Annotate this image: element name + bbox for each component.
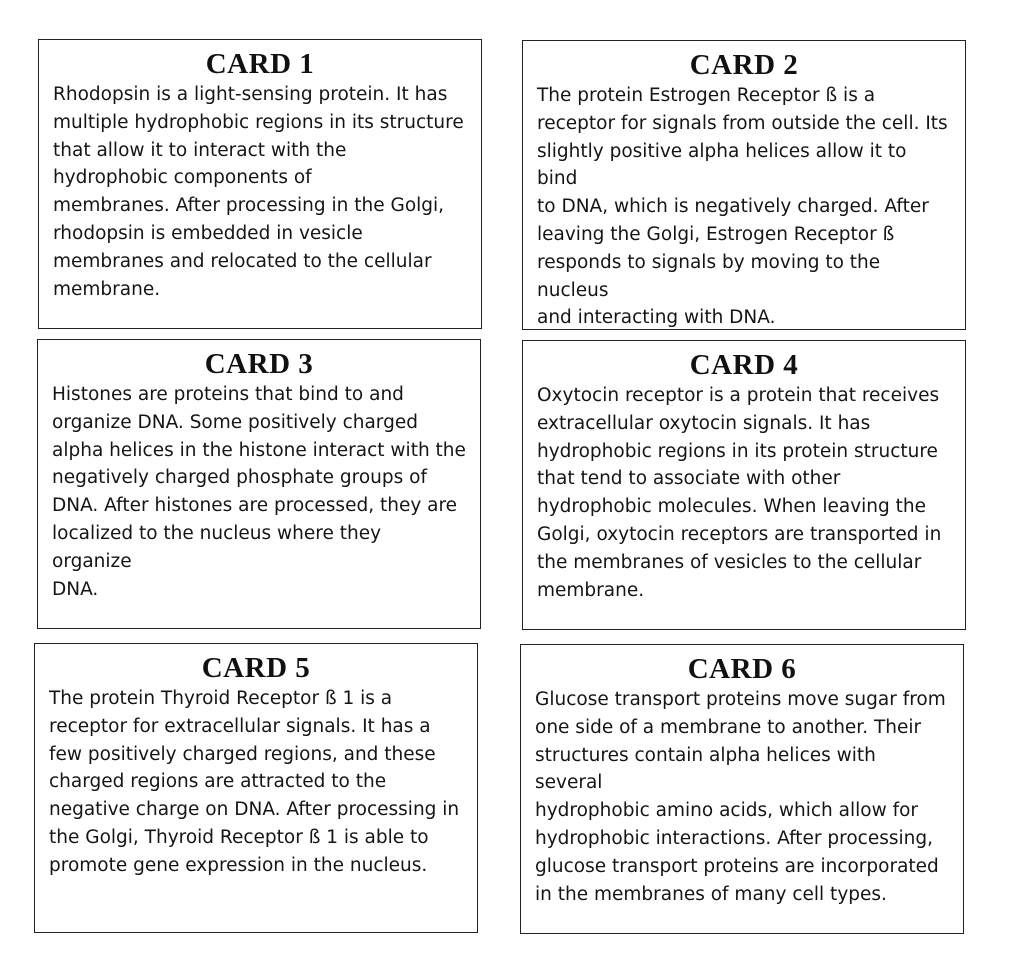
card-4 <box>522 340 966 630</box>
card-5 <box>34 643 478 933</box>
card-6 <box>520 644 964 934</box>
card-3 <box>37 339 481 629</box>
card-1-title: CARD 1 <box>205 48 315 80</box>
card-4-text: Oxytocin receptor is a protein that receives extracellular oxytocin signals. It has hydrophobic regions in its protein structure that tend to associate with other hydrophobic molecules. When leaving the Golgi, oxytocin receptors are transported in the membranes of vesicles to the cellular membrane. <box>537 385 942 601</box>
card-2-text: The protein Estrogen Receptor ß is a receptor for signals from outside the cell. Its slightly positive alpha helices allow it to bind to DNA, which is negatively charged. After leaving the Golgi, Estrogen Receptor ß responds to signals by moving to the nucleus and interacting with DNA. <box>537 85 948 329</box>
card-5-text: The protein Thyroid Receptor ß 1 is a receptor for extracellular signals. It has a few positively charged regions, and these charged regions are attracted to the negative charge on DNA. After processing in the Golgi, Thyroid Receptor ß 1 is able to promote gene expression in the nucleus. <box>49 688 460 876</box>
card-6-title: CARD 6 <box>687 653 797 685</box>
card-1 <box>38 39 482 329</box>
card-6-text: Glucose transport proteins move sugar from one side of a membrane to another. Their structures contain alpha helices with several hydrophobic amino acids, which allow for hydrophobic interactions. After processing, glucose transport proteins are incorporated in the membranes of many cell types. <box>535 689 946 905</box>
card-2-title: CARD 2 <box>689 49 799 81</box>
card-4-title: CARD 4 <box>689 349 799 381</box>
card-2 <box>522 40 966 330</box>
card-3-title: CARD 3 <box>204 348 314 380</box>
card-5-title: CARD 5 <box>201 652 311 684</box>
card-3-text: Histones are proteins that bind to and organize DNA. Some positively charged alpha helices in the histone interact with the negatively charged phosphate groups of DNA. After histones are processed, they are localized to the nucleus where they organize DNA. <box>52 384 466 600</box>
card-1-text: Rhodopsin is a light-sensing protein. It has multiple hydrophobic regions in its structure that allow it to interact with the hydrophobic components of membranes. After processing in the Golgi, rhodopsin is embedded in vesicle membranes and relocated to the cellular membrane. <box>53 84 464 300</box>
